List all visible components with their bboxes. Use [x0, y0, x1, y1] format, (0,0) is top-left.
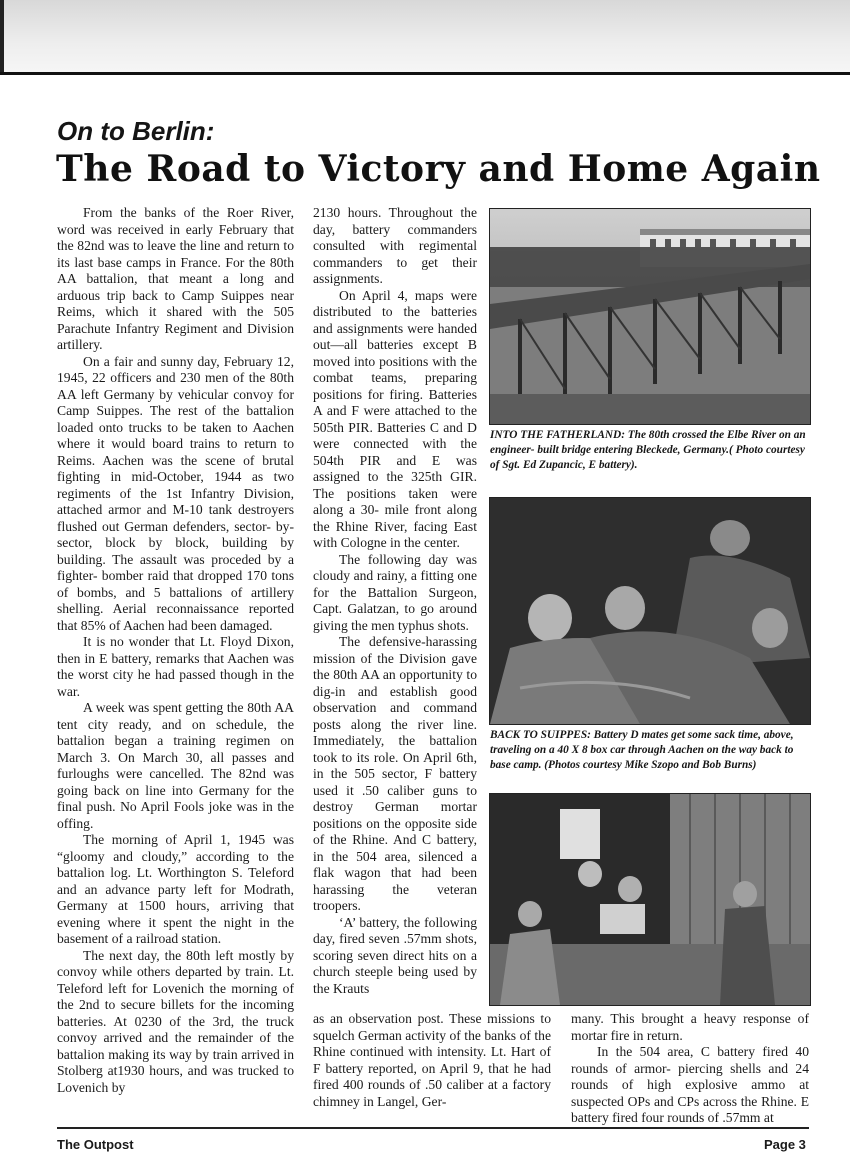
paragraph: From the banks of the Roer River, word was received in early February that the 82nd was to leave the line and return to its last base camps in France. For the 80th AA battalion, that meant a long and arduous trip back to Camp Suippes near Reims, which it shared with the 505 Parachute Infantry Regiment and Division artillery. [57, 205, 294, 352]
photo-caption: INTO THE FATHERLAND: The 80th crossed the Elbe River on an engineer- built bridge entering Bleckede, Germany.( Photo courtesy of Sgt. Ed Zupancic, E battery). [490, 429, 806, 471]
paragraph: In the 504 area, C battery fired 40 rounds of armor- piercing shells and 24 rounds of high explosive ammo at suspected OPs and CPs across the Rhine. E battery fired four rounds of .57mm at [571, 1044, 809, 1125]
bridge-photo [489, 208, 811, 425]
paragraph: many. This brought a heavy response of mortar fire in return. [571, 1011, 809, 1043]
boxcar-photo [489, 793, 811, 1006]
article-headline: The Road to Victory and Home Again [56, 148, 821, 190]
paragraph: The morning of April 1, 1945 was “gloomy and cloudy,” according to the battalion log. Lt. Worthington S. Teleford and an advance party left for Modrath, Germany at 1500 hours, arriving that evening where it spent the night in the basement of a railroad station. [57, 832, 294, 946]
page-edge-shadow [0, 0, 4, 74]
paragraph: The next day, the 80th left mostly by convoy while others departed by train. Lt. Teleford left for Lovenich the morning of the 2nd to secure billets for the incoming batteries. At 0230 of the 3rd, the truck convoy arrived and the remainder of the battalion making its way by train arrived in Stolberg at1930 hours, and was trucked to Lovenich by [57, 947, 294, 1095]
paragraph: It is no wonder that Lt. Floyd Dixon, then in E battery, remarks that Aachen was the worst city he had passed though in the war. [57, 634, 294, 699]
paragraph: as an observation post. These missions to squelch German activity of the banks of the Rhine continued with intensity. Lt. Hart of F battery reported, on April 9, that he had fired 400 rounds of .50 caliber at a factory chimney in Langel, Ger- [313, 1011, 551, 1109]
article-column-3-bottom [571, 1011, 809, 1127]
page-top-band [0, 0, 850, 74]
paragraph: A week was spent getting the 80th AA tent city ready, and on schedule, the battalion began a training regimen on March 3. On March 30, all passes and furloughs were cancelled. The 82nd was going back on line into Germany for the final push. No April Fools joke was in the offing. [57, 700, 294, 831]
paragraph: On a fair and sunny day, February 12, 1945, 22 officers and 230 men of the 80th AA left Germany by vehicular convoy for Camp Suippes. The rest of the battalion loaded onto trucks to be taken to Aachen where it would board trains to return to Reims. Aachen was the scene of brutal fighting in mid-October, 1944 as two regiments of the 1st Infantry Division, attached armor and M-10 tank destroyers flushed out German defenders, sector- by- sector, block by block, building by building. The assault was proceded by a fighter- bomber raid that dropped 170 tons of bombs, and 5 battalions of artillery shelling. Aerial reconnaissance reported that 85% of Aachen had been damaged. [57, 353, 294, 633]
paragraph: ‘A’ battery, the following day, fired seven .57mm shots, scoring seven direct hits on a church steeple being used by the Krauts [313, 914, 477, 996]
publication-name: The Outpost [57, 1137, 134, 1152]
soldiers-resting-photo [489, 497, 811, 725]
photo-caption: BACK TO SUIPPES: Battery D mates get some sack time, above, traveling on a 40 X 8 box car through Aachen on the way back to base camp. (Photos courtesy Mike Szopo and Bob Burns) [490, 729, 794, 771]
paragraph: On April 4, maps were distributed to the batteries and assignments were handed out—all batteries except B moved into positions with the combat teams, preparing positions for firing. Batteries A and F were attached to the 505th PIR. Batteries C and D were connected with the 504th PIR and E was assigned to the 325th GIR. The positions taken were along a 30- mile front along the Rhine River, facing East with Cologne in the center. [313, 287, 477, 550]
top-rule [0, 72, 850, 75]
article-kicker: On to Berlin: [57, 116, 215, 146]
paragraph: 2130 hours. Throughout the day, battery commanders consulted with regimental commanders to get their assignments. [313, 205, 477, 286]
article-column-2 [313, 205, 477, 997]
article-column-1 [57, 205, 294, 1096]
footer-rule [57, 1127, 809, 1129]
article-column-2-bottom [313, 1011, 551, 1110]
paragraph: The following day was cloudy and rainy, a fitting one for the Battalion Surgeon, Capt. Galatzan, to go around giving the men typhus shots. [313, 551, 477, 633]
page-number: Page 3 [764, 1137, 806, 1152]
paragraph: The defensive-harassing mission of the Division gave the 80th AA an opportunity to dig-in and establish good observation and command posts along the river line. Immediately, the battalion took to its role. On April 6th, in the 505 sector, F battery used it .50 caliber guns to destroy German mortar positions on the opposite side of the Rhine. And C battery, in the 504 area, silenced a flak wagon that had been harassing the veteran troopers. [313, 634, 477, 913]
